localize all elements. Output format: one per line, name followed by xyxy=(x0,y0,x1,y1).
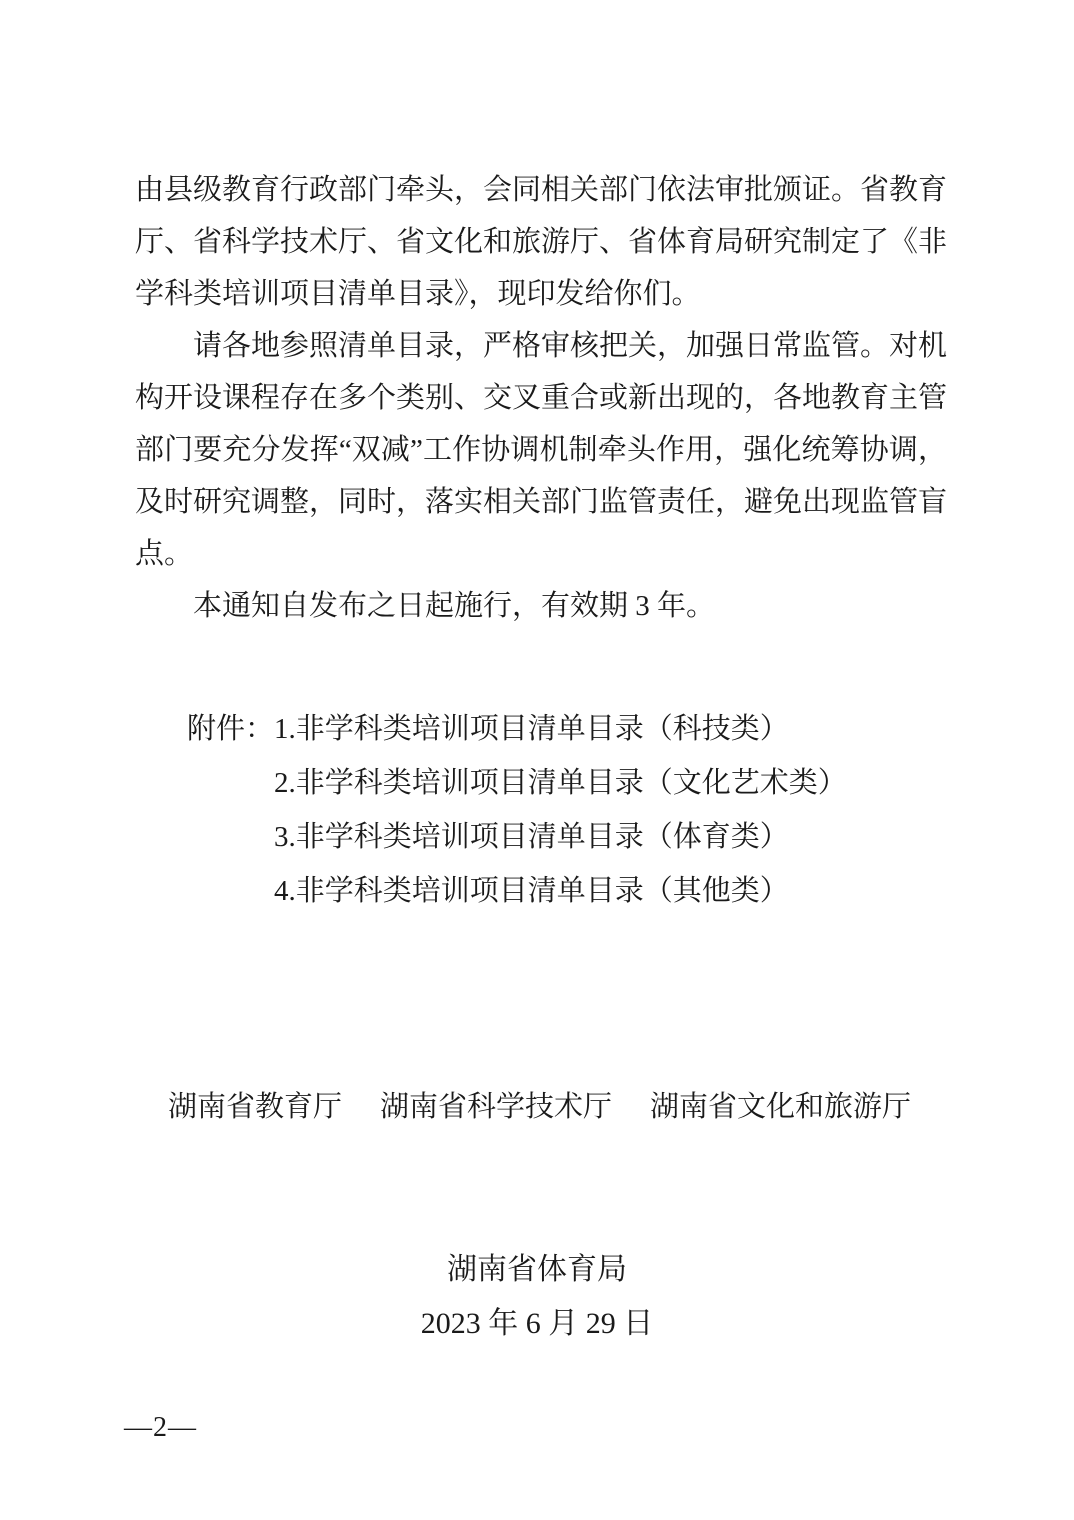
signature-agencies xyxy=(168,1080,911,1134)
body-text-line: 部门要充分发挥“双减”工作协调机制牵头作用，强化统筹协调， xyxy=(135,434,947,466)
body-text-line: 学科类培训项目清单目录》，现印发给你们。 xyxy=(135,278,701,310)
page-number: —2— xyxy=(124,1412,197,1443)
body-text-line: 厅、省科学技术厅、省文化和旅游厅、省体育局研究制定了《非 xyxy=(135,226,948,258)
body-text-line: 点。 xyxy=(135,538,194,570)
issue-date: 2023 年 6 月 29 日 xyxy=(420,1307,654,1340)
attachment-list xyxy=(135,702,947,918)
body-text-line: 本通知自发布之日起施行，有效期 3 年。 xyxy=(193,590,716,622)
document-body xyxy=(135,164,947,632)
body-text-line: 构开设课程存在多个类别、交叉重合或新出现的，各地教育主管 xyxy=(135,382,948,414)
attachment-item: 2.非学科类培训项目清单目录（文化艺术类） xyxy=(274,767,847,799)
attachment-item: 1.非学科类培训项目清单目录（科技类） xyxy=(274,713,789,745)
attachment-items xyxy=(274,702,847,918)
attachments-label: 附件： xyxy=(187,713,275,745)
body-text-line: 由县级教育行政部门牵头，会同相关部门依法审批颁证。省教育 xyxy=(135,174,948,206)
issuer-name: 湖南省体育局 xyxy=(447,1253,627,1286)
signature-agency: 湖南省教育厅 xyxy=(168,1091,343,1123)
body-text-line: 及时研究调整，同时，落实相关部门监管责任，避免出现监管盲 xyxy=(135,486,948,518)
attachment-item: 3.非学科类培训项目清单目录（体育类） xyxy=(274,821,789,853)
attachment-item: 4.非学科类培训项目清单目录（其他类） xyxy=(274,875,789,907)
body-text-line: 请各地参照清单目录，严格审核把关，加强日常监管。对机 xyxy=(193,330,948,362)
signature-agency: 湖南省文化和旅游厅 xyxy=(650,1091,912,1123)
signature-agency: 湖南省科学技术厅 xyxy=(380,1091,613,1123)
